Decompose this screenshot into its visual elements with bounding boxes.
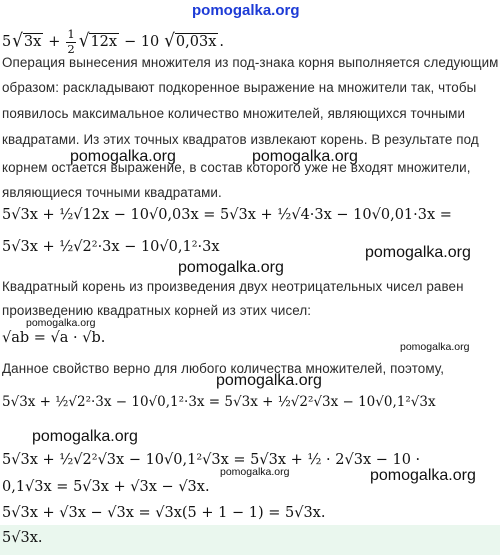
math-line: 5√3x + ½√12x − 10√0,03x = 5√3x + ½√4·3x − 10√0,01·3x =: [2, 207, 452, 223]
watermark: pomogalka.org: [252, 148, 358, 165]
prose-line: Данное свойство верно для любого количества множителей, поэтому,: [2, 361, 445, 376]
prose-line: Квадратный корень из произведения двух неотрицательных чисел равен: [2, 279, 464, 294]
final-answer: 5√3x.: [2, 530, 43, 546]
answer-highlight: [0, 525, 500, 555]
watermark: pomogalka.org: [178, 259, 284, 276]
minus-term: − 10: [124, 34, 160, 51]
radical: √ 0,03x: [164, 29, 217, 51]
prose-line: корнем остается выражение, в состав которого уже не входят множители,: [2, 160, 471, 175]
prose-line: появилось максимальное количество множителей, являющихся точными: [2, 106, 466, 121]
watermark: pomogalka.org: [70, 148, 176, 165]
problem-expression: [2, 29, 224, 55]
prose-line: квадратами. Из этих точных квадратов извлекают корень. В результате под: [2, 132, 479, 147]
prose-line: Операция вынесения множителя из под-знака корня выполняется следующим: [2, 55, 499, 70]
coef: 5: [2, 34, 12, 51]
fraction: $\frac{1}{2}$: [67, 27, 75, 56]
watermark: pomogalka.org: [220, 466, 290, 478]
math-line: 5√3x + √3x − √3x = √3x(5 + 1 − 1) = 5√3x.: [2, 505, 326, 521]
math-line: 5√3x + ½√2²·3x − 10√0,1²·3x: [2, 239, 220, 255]
math-line: 5√3x + ½√2²√3x − 10√0,1²√3x = 5√3x + ½ · 2√3x − 10 ·: [2, 452, 421, 468]
math-line: 0,1√3x = 5√3x + √3x − √3x.: [2, 479, 210, 495]
prose-line: произведению квадратных корней из этих чисел:: [2, 303, 312, 318]
prose-line: образом: раскладывают подкоренное выражение на множители так, чтобы: [2, 80, 477, 95]
watermark: pomogalka.org: [216, 372, 322, 389]
math-line: √ab = √a · √b.: [2, 330, 106, 346]
math-line: 5√3x + ½√2²·3x − 10√0,1²·3x = 5√3x + ½√2²√3x − 10√0,1²√3x: [2, 394, 436, 410]
plus-sign: +: [48, 34, 61, 51]
watermark: pomogalka.org: [32, 428, 138, 445]
prose-line: являющиеся точными квадратами.: [2, 185, 222, 200]
watermark: pomogalka.org: [400, 341, 470, 353]
watermark: pomogalka.org: [26, 317, 96, 329]
site-watermark-link[interactable]: pomogalka.org: [192, 2, 300, 19]
watermark: pomogalka.org: [365, 244, 471, 261]
period: .: [219, 34, 224, 51]
radical: √ 3x: [12, 29, 42, 51]
watermark: pomogalka.org: [370, 467, 476, 484]
radical: √ 12x: [78, 29, 118, 51]
